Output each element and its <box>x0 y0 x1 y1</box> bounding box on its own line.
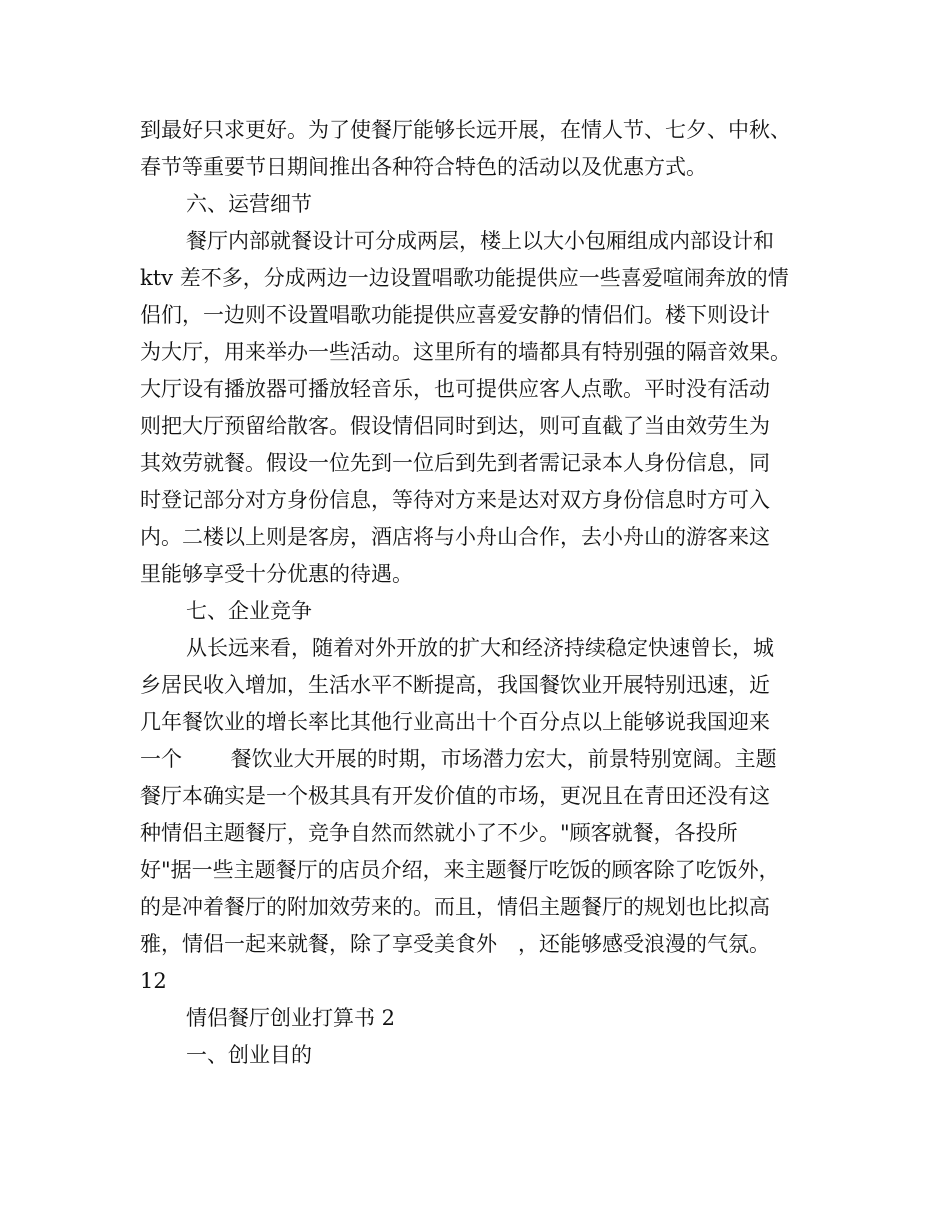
text-line: 从长远来看，随着对外开放的扩大和经济持续稳定快速曾长，城 <box>186 636 774 660</box>
text-line: 好"据一些主题餐厅的店员介绍，来主题餐厅吃饭的顾客除了吃饭外， <box>140 858 780 882</box>
page-number: 12 <box>140 969 167 993</box>
text-line: 乡居民收入增加，生活水平不断提高，我国餐饮业开展特别迅速，近 <box>140 673 770 697</box>
text-line: 餐厅本确实是一个极其具有开发价值的市场，更况且在青田还没有这 <box>140 784 770 808</box>
text-line: 为大厅，用来举办一些活动。这里所有的墙都具有特别强的隔音效果。 <box>140 340 791 364</box>
text-line: 种情侣主题餐厅，竞争自然而然就小了不少。"顾客就餐，各投所 <box>140 821 738 845</box>
section-heading: 六、运营细节 <box>186 192 312 216</box>
text-line: 雅，情侣一起来就餐，除了享受美食外 ，还能够感受浪漫的气氛。 <box>140 932 770 956</box>
text-line: 里能够享受十分优惠的待遇。 <box>140 562 413 586</box>
document-body <box>140 112 840 1074</box>
text-line: 的是冲着餐厅的附加效劳来的。而且，情侣主题餐厅的规划也比拟高 <box>140 895 770 919</box>
text-line: 一个 餐饮业大开展的时期，市场潜力宏大，前景特别宽阔。主题 <box>140 747 777 771</box>
section-heading: 七、企业竞争 <box>186 599 312 623</box>
text-line: 内。二楼以上则是客房，酒店将与小舟山合作，去小舟山的游客来这 <box>140 525 770 549</box>
text-line: 餐厅内部就餐设计可分成两层，楼上以大小包厢组成内部设计和 <box>186 229 774 253</box>
text-line: 其效劳就餐。假设一位先到一位后到先到者需记录本人身份信息，同 <box>140 451 770 475</box>
text-line: 春节等重要节日期间推出各种符合特色的活动以及优惠方式。 <box>140 155 707 179</box>
document-title: 情侣餐厅创业打算书 2 <box>186 1006 396 1030</box>
section-heading: 一、创业目的 <box>186 1043 312 1067</box>
text-line: 大厅设有播放器可播放轻音乐，也可提供应客人点歌。平时没有活动 <box>140 377 770 401</box>
text-line: 几年餐饮业的增长率比其他行业高出十个百分点以上能够说我国迎来 <box>140 710 770 734</box>
text-line: ktv 差不多，分成两边一边设置唱歌功能提供应一些喜爱喧闹奔放的情 <box>140 266 789 290</box>
text-line: 到最好只求更好。为了使餐厅能够长远开展，在情人节、七夕、中秋、 <box>140 118 791 142</box>
text-line: 则把大厅预留给散客。假设情侣同时到达，则可直截了当由效劳生为 <box>140 414 770 438</box>
text-line: 侣们，一边则不设置唱歌功能提供应喜爱安静的情侣们。楼下则设计 <box>140 303 770 327</box>
text-line: 时登记部分对方身份信息，等待对方来是达对双方身份信息时方可入 <box>140 488 770 512</box>
